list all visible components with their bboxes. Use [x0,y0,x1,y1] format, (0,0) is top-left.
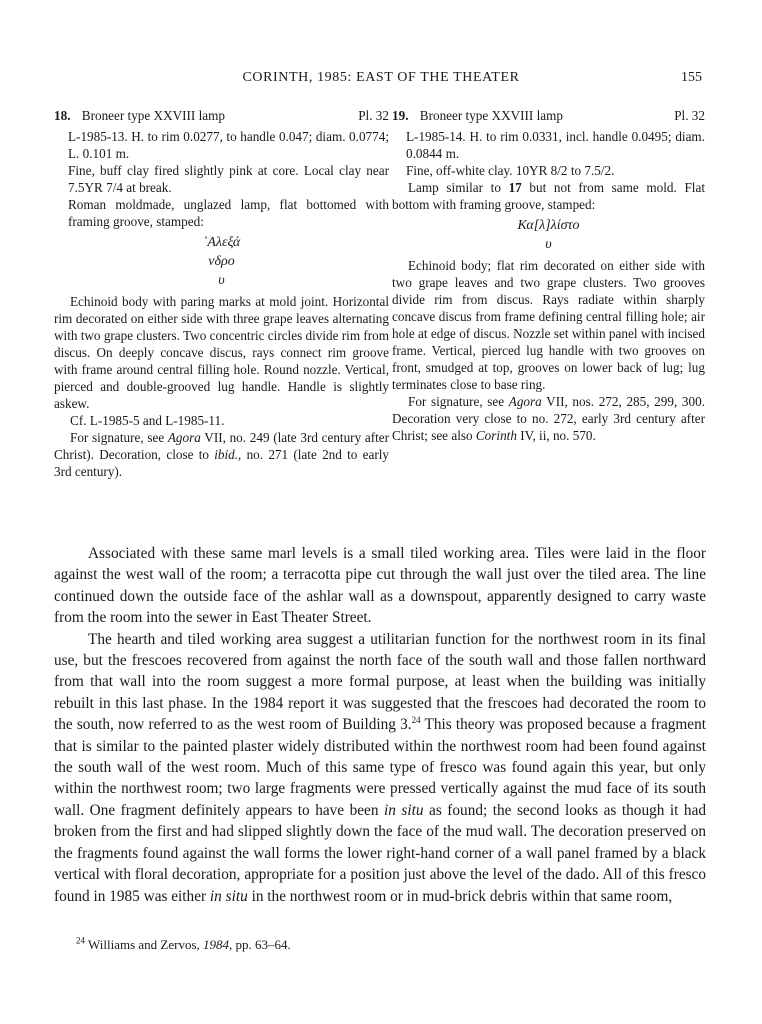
paragraph: The hearth and tiled working area suggest a utilitarian function for the northwest room in its final use, but the frescoes recovered from against the north face of the south wall and those fallen northward from that wall into the room suggest a more formal purpose, at least when the building was initially rebuilt in this last phase. In the 1984 report it was suggested that the frescoes had decorated the room to the south, now referred to as the west room of Building 3.24 This theory was proposed because a fragment that is similar to the painted plaster widely distributed within the northwest room had been found against the south wall of the west room. Much of this same type of fresco was found again this year, but only within the northwest room; two large fragments were pressed vertically against the mud face of its south wall. One fragment definitely appears to have been in situ as found; the second looks as though it had broken from the first and had slipped slightly down the face of the mud wall. The decoration preserved on the fragments found against the wall forms the lower right-hand corner of a wall panel framed by a black vertical with floral decoration, appropriate for a position just above the level of the dado. All of this fresco found in 1985 was either in situ in the northwest room or in mud-brick debris within that same room, [54,630,707,905]
paragraph: Associated with these same marl levels is a small tiled working area. Tiles were laid in the floor against the west wall of the room; a terracotta pipe cut through the wall just over the tiled area. The line continued down the outside face of the ashlar wall as a downspout, apparently designed to carry waste from the room into the sewer in East Theater Street. [54,545,706,627]
running-header [56,70,706,90]
lamp-description-intro: Lamp similar to 17 but not from same mold. Flat bottom with framing groove, stamped: [392,180,705,212]
stamp-inscription [392,216,705,254]
lamp-description-intro: Roman moldmade, unglazed lamp, flat bottomed with framing groove, stamped: [68,197,389,229]
entry-number: 19. [392,108,409,123]
signature-reference: For signature, see Agora VII, nos. 272, 285, 299, 300. Decoration very close to no. 272, early 3rd century after Christ; see also Corinth IV, ii, no. 570. [392,394,706,443]
main-text [54,543,706,907]
plate-reference: Pl. 32 [674,108,705,123]
footnote: $^{24}$ Williams and Zervos, 1984, pp. 63–64. [76,935,291,952]
fabric-description: Fine, buff clay fired slightly pink at core. Local clay near 7.5YR 7/4 at break. [68,163,389,195]
lamp-description: Echinoid body with paring marks at mold joint. Horizontal rim decorated on either side with three grape leaves alternating with two grape clusters. Two concentric circles divide rim from discus. On deeply concave discus, rays connect rim groove with frame around central filling hole. Round nozzle. Vertical, pierced and double-grooved lug handle. Handle is slightly askew. [54,294,390,411]
stamp-line: ᾿Αλεξά [202,235,241,250]
stamp-line: υ [218,273,225,288]
stamp-line: υ [545,237,552,252]
comparanda: Cf. L-1985-5 and L-1985-11. [70,413,225,428]
inventory-dimensions: L-1985-13. H. to rim 0.0277, to handle 0.047; diam. 0.0774; L. 0.101 m. [68,129,389,161]
page-number: 155 [681,70,702,85]
entry-heading [54,107,389,124]
stamp-line: νδρο [208,254,235,269]
entry-heading [392,107,705,124]
signature-reference: For signature, see Agora VII, no. 249 (late 3rd century after Christ). Decoration, close to ibid., no. 271 (late 2nd to early 3rd century). [54,430,389,479]
footnote-reference[interactable]: 24 [411,715,421,726]
stamp-line: Κα[λ]λίστο [517,218,580,233]
catalogue-entry-19 [392,107,705,444]
entry-title: Broneer type XXVIII lamp [419,108,563,123]
fabric-description: Fine, off-white clay. 10YR 8/2 to 7.5/2. [406,163,615,178]
inventory-dimensions: L-1985-14. H. to rim 0.0331, incl. handle 0.0495; diam. 0.0844 m. [406,129,705,161]
entry-title: Broneer type XXVIII lamp [81,108,225,123]
catalogue-entry-18 [54,107,389,480]
plate-reference: Pl. 32 [358,108,389,123]
entry-number: 18. [54,108,71,123]
footnote-marker: 24 [76,935,85,946]
lamp-description: Echinoid body; flat rim decorated on either side with two grape leaves and two grape clusters. Two grooves divide rim from discus. Rays radiate within sharply concave discus from frame defining central filling hole; air hole at edge of discus. Nozzle set within panel with incised frame. Vertical, pierced lug handle with two grooves on front, smudged at top, grooves on lower back of lug; lug terminates close to base ring. [392,258,705,392]
running-title: CORINTH, 1985: EAST OF THE THEATER [242,70,520,85]
stamp-inscription [54,233,389,290]
